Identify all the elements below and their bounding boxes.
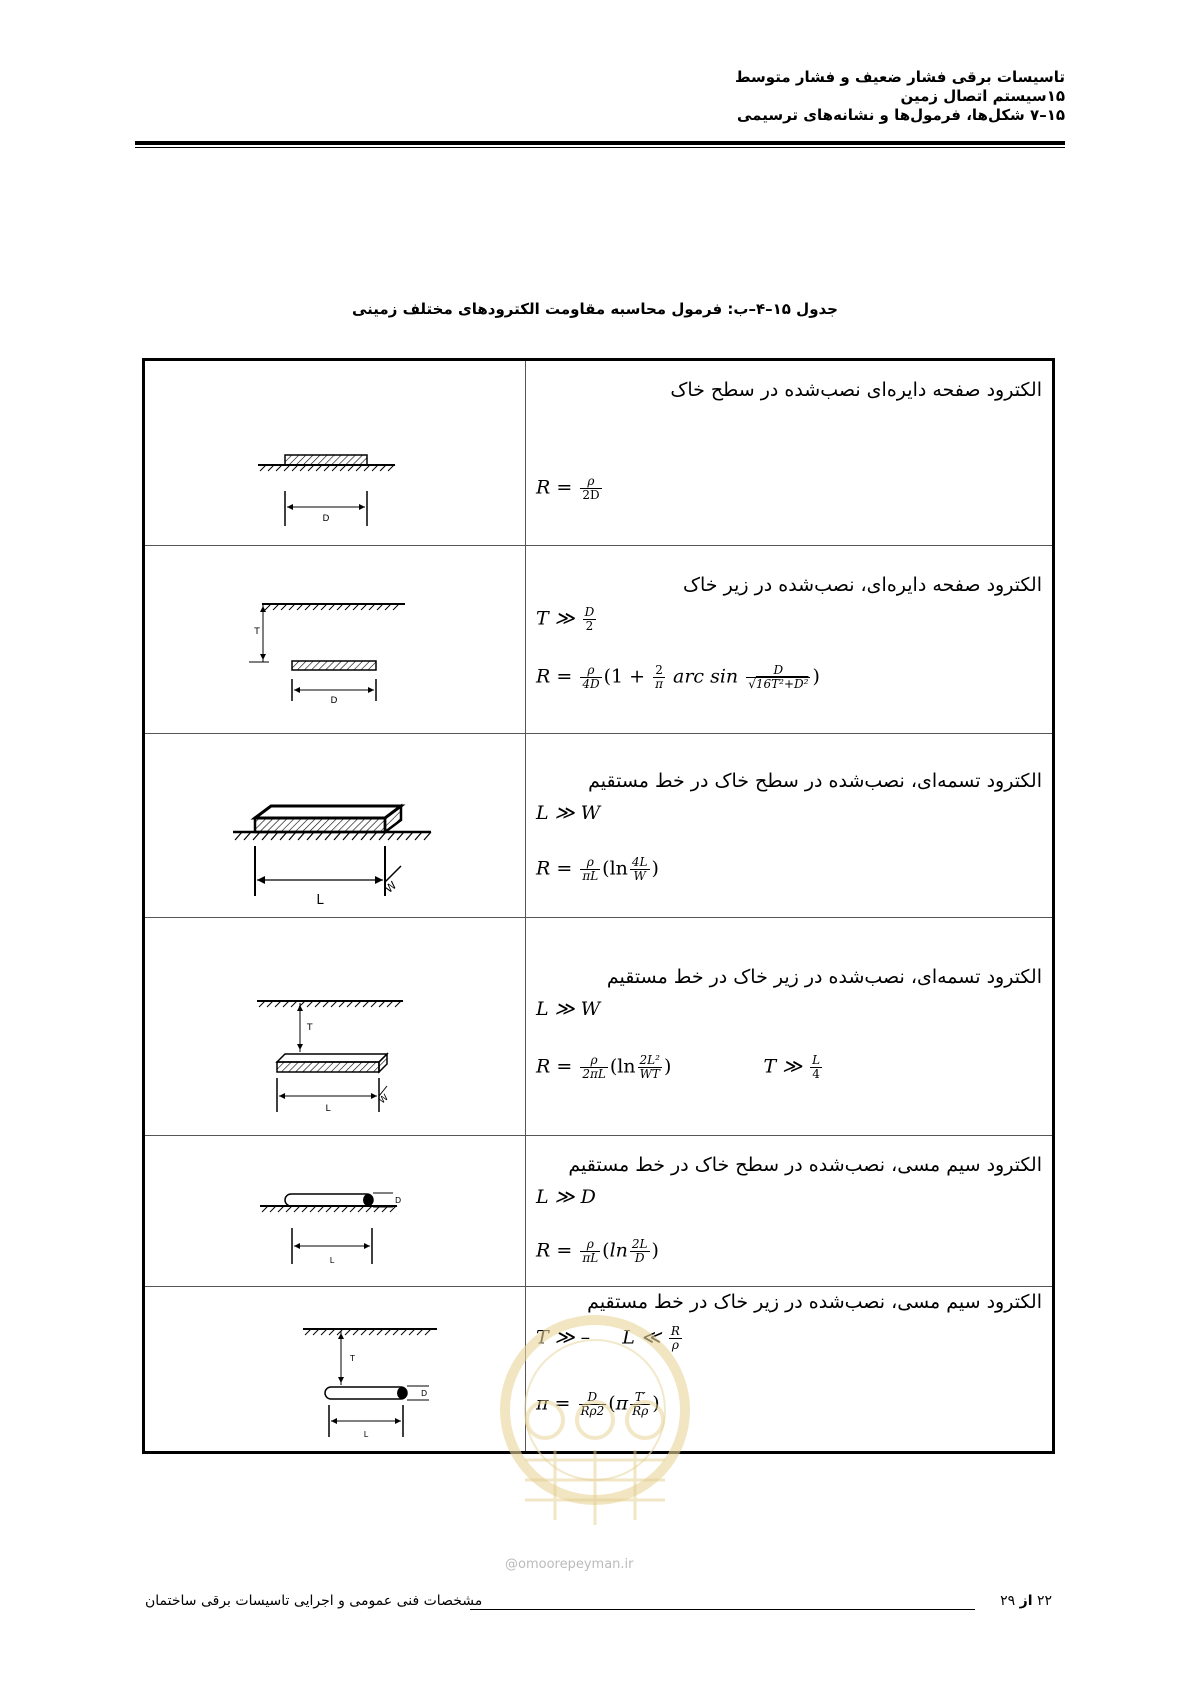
- table-row: [144, 734, 1054, 918]
- table-row: [144, 546, 1054, 734]
- table-row: [144, 360, 1054, 546]
- dimension-label-d: D: [330, 696, 338, 706]
- buried-strip-figure: [145, 918, 525, 1136]
- row-title: الکترود تسمه‌ای، نصب‌شده در زیر خاک در خط مستقیم: [606, 966, 1042, 988]
- row-title: الکترود صفحه دایره‌ای، نصب‌شده در زیر خاک: [683, 574, 1042, 596]
- formula-condition: L ≫ D: [536, 1186, 596, 1208]
- watermark-text: @omoorepeyman.ir: [505, 1557, 634, 1572]
- table-row: [144, 1136, 1054, 1287]
- page-of: از: [1019, 1593, 1033, 1609]
- header-rule-thin: [135, 147, 1065, 148]
- dimension-label-t: T: [307, 1023, 313, 1033]
- formula-resistance: π = $\frac{D}{R\rho 2}$ (π $\frac{T'}{R\rho}$ ): [536, 1390, 660, 1418]
- footer-document-title: مشخصات فنی عمومی و اجرایی تاسیسات برقی ساختمان: [145, 1593, 483, 1609]
- electrode-table: [142, 358, 1055, 1454]
- table-caption: جدول ۱۵–۴–ب: فرمول محاسبه مقاومت الکترودهای مختلف زمینی: [352, 300, 838, 318]
- dimension-label-l: L: [325, 1104, 331, 1114]
- header-line-1: تاسیسات برقی فشار ضعیف و فشار متوسط: [734, 68, 1065, 86]
- surface-disc-figure: [145, 361, 525, 547]
- formula-cell: [526, 546, 1054, 734]
- table-row: [144, 918, 1054, 1136]
- formula-cell: [526, 734, 1054, 918]
- row-title: الکترود سیم مسی، نصب‌شده در سطح خاک در خط مستقیم: [568, 1154, 1042, 1176]
- page-current: ۲۲: [1036, 1593, 1052, 1609]
- figure-cell: [144, 360, 526, 546]
- figure-cell: [144, 1136, 526, 1287]
- dimension-label-w: W: [382, 878, 400, 896]
- page-header: [735, 68, 1065, 125]
- dimension-label-l: L: [363, 1430, 369, 1439]
- dimension-label-d: D: [395, 1196, 402, 1205]
- buried-disc-figure: [145, 546, 525, 734]
- formula-resistance: R = $\frac{\rho}{\pi L}$ (ln $\frac{4L}{W}$ ): [536, 855, 659, 883]
- formula-resistance: R = $\frac{\rho}{2\pi L}$ (ln $\frac{\text{2L²}}{WT}$ ) T ≫ $\frac{L}{4}$: [536, 1053, 821, 1081]
- dimension-label-w: W: [377, 1092, 391, 1107]
- dimension-label-t: T: [254, 627, 260, 637]
- footer-page-number: [1000, 1593, 1052, 1609]
- formula-cell: [526, 1136, 1054, 1287]
- dimension-label-l: L: [316, 893, 324, 908]
- footer-rule: [470, 1609, 975, 1610]
- surface-strip-figure: [145, 734, 525, 918]
- formula-condition: L ≫ W: [536, 998, 601, 1020]
- formula-condition: T ≫ $\frac{D}{2}$: [536, 605, 595, 633]
- formula-resistance: R = $\frac{\rho}{2D}$: [536, 474, 600, 502]
- figure-cell: [144, 546, 526, 734]
- dimension-label-t: T: [350, 1354, 355, 1363]
- header-rule-thick: [135, 141, 1065, 145]
- formula-cell: [526, 360, 1054, 546]
- figure-cell: [144, 918, 526, 1136]
- page-total: ۲۹: [1000, 1593, 1016, 1609]
- formula-condition: L ≫ W: [536, 802, 601, 824]
- row-title: الکترود سیم مسی، نصب‌شده در زیر خاک در خط مستقیم: [587, 1291, 1042, 1313]
- figure-cell: [144, 1287, 526, 1453]
- header-line-3: ۱۵–۷ شکل‌ها، فرمول‌ها و نشانه‌های ترسیمی: [737, 106, 1065, 124]
- watermark-logo: [495, 1310, 695, 1570]
- formula-resistance: R = $\frac{\rho}{\pi L}$ (ln $\frac{2L}{D}$ ): [536, 1237, 659, 1265]
- header-line-2: ۱۵سیستم اتصال زمین: [900, 87, 1065, 105]
- row-title: الکترود تسمه‌ای، نصب‌شده در سطح خاک در خط مستقیم: [588, 770, 1042, 792]
- row-title: الکترود صفحه دایره‌ای نصب‌شده در سطح خاک: [670, 379, 1042, 401]
- figure-cell: [144, 734, 526, 918]
- dimension-label-d: D: [421, 1389, 428, 1398]
- buried-wire-figure: [145, 1287, 525, 1453]
- dimension-label-l: L: [329, 1256, 335, 1265]
- surface-wire-figure: [145, 1136, 525, 1287]
- dimension-label-d: D: [322, 514, 330, 524]
- formula-condition: T ≫ – L ≪ $\frac{R}{\rho}$: [536, 1324, 680, 1352]
- formula-cell: [526, 918, 1054, 1136]
- formula-resistance: R = $\frac{\rho}{4D}$ (1 + $\frac{2}{\pi}$ arc sin $\frac{D}{\text{√16T²+D²}}$ ): [536, 663, 820, 691]
